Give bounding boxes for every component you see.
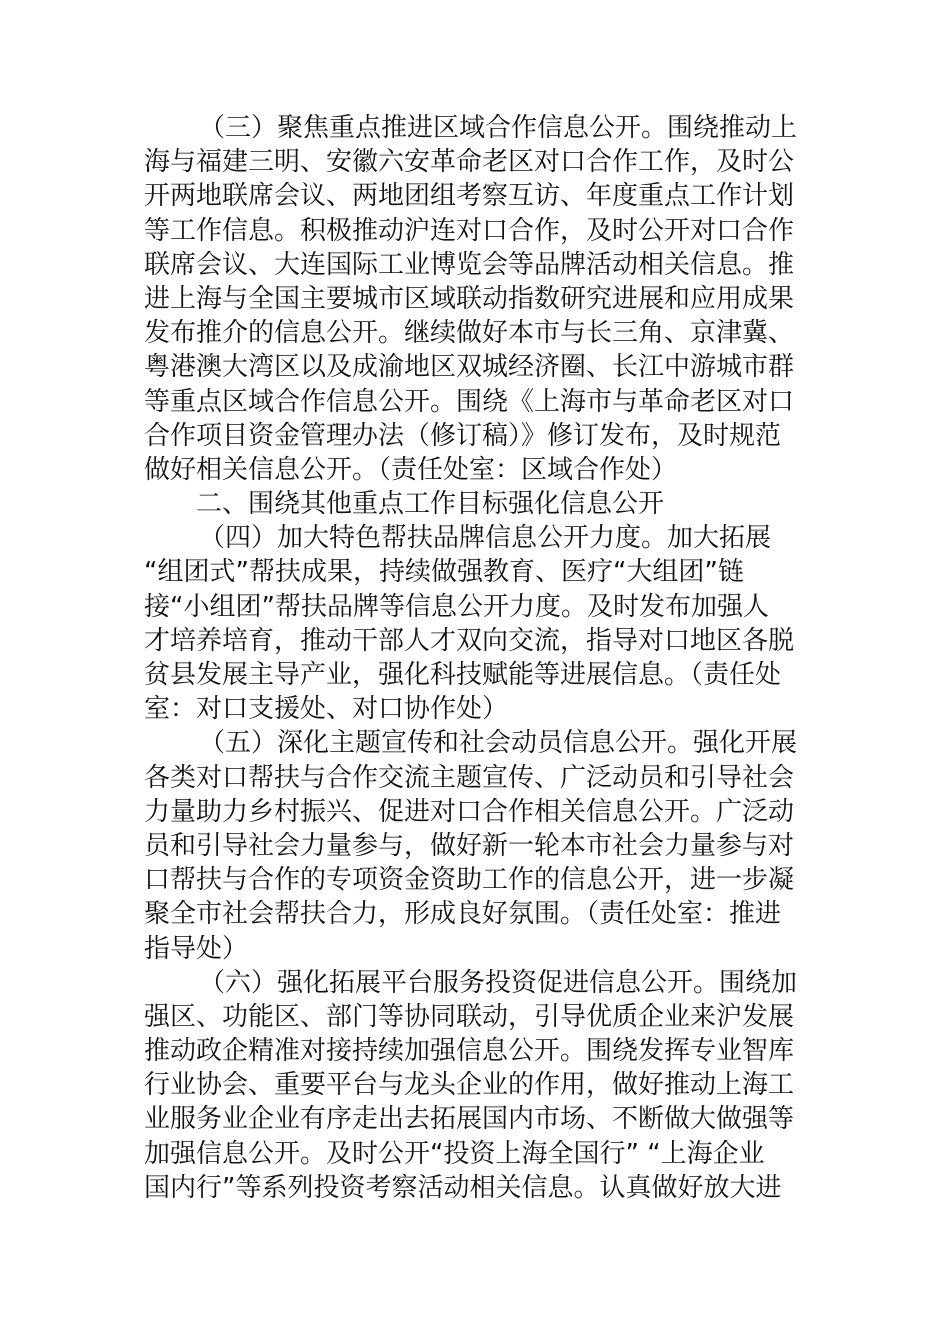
text-line: 力量助力乡村振兴、促进对口合作相关信息公开。广泛动: [144, 796, 795, 827]
text-line: 海与福建三明、安徽六安革命老区对口合作工作，及时公: [144, 147, 795, 178]
text-line: 口帮扶与合作的专项资金资助工作的信息公开，进一步凝: [144, 865, 795, 896]
text-line: 推动政企精准对接持续加强信息公开。围绕发挥专业智库: [144, 1036, 795, 1067]
text-line: 接“小组团”帮扶品牌等信息公开力度。及时发布加强人: [144, 591, 769, 622]
text-line: “组团式”帮扶成果，持续做强教育、医疗“大组团”链: [144, 557, 744, 588]
text-line: 行业协会、重要平台与龙头企业的作用，做好推动上海工: [144, 1070, 795, 1101]
text-line: （五）深化主题宣传和社会动员信息公开。强化开展: [199, 728, 798, 759]
text-line: 联席会议、大连国际工业博览会等品牌活动相关信息。推: [144, 249, 795, 280]
text-line: 业服务业企业有序走出去拓展国内市场、不断做大做强等: [144, 1104, 795, 1135]
text-line: 发布推介的信息公开。继续做好本市与长三角、京津冀、: [144, 318, 795, 349]
section-heading: 二、围绕其他重点工作目标强化信息公开: [196, 489, 665, 520]
text-line: 指导处）: [144, 933, 249, 964]
text-line: 开两地联席会议、两地团组考察互访、年度重点工作计划: [144, 181, 795, 212]
text-line: 强区、功能区、部门等协同联动，引导优质企业来沪发展: [144, 1001, 795, 1032]
text-line: 国内行”等系列投资考察活动相关信息。认真做好放大进: [144, 1172, 782, 1203]
text-line: 才培养培育，推动干部人才双向交流，指导对口地区各脱: [144, 625, 795, 656]
text-line: 等工作信息。积极推动沪连对口合作，及时公开对口合作: [144, 215, 795, 246]
text-line: 等重点区域合作信息公开。围绕《上海市与革命老区对口: [144, 386, 795, 417]
text-line: 进上海与全国主要城市区域联动指数研究进展和应用成果: [144, 283, 795, 314]
text-line: 做好相关信息公开。（责任处室：区域合作处）: [144, 454, 678, 485]
document-body: [144, 111, 809, 1205]
text-line: （六）强化拓展平台服务投资促进信息公开。围绕加: [199, 967, 798, 998]
text-line: 合作项目资金管理办法（修订稿）》修订发布，及时规范: [144, 420, 782, 451]
text-line: 聚全市社会帮扶合力，形成良好氛围。（责任处室：推进: [144, 899, 782, 930]
text-line: （四）加大特色帮扶品牌信息公开力度。加大拓展: [199, 523, 772, 554]
text-line: 室：对口支援处、对口协作处）: [144, 694, 509, 725]
text-line: 各类对口帮扶与合作交流主题宣传、广泛动员和引导社会: [144, 762, 795, 793]
text-line: （三）聚焦重点推进区域合作信息公开。围绕推动上: [199, 113, 798, 143]
text-line: 粤港澳大湾区以及成渝地区双城经济圈、长江中游城市群: [144, 352, 795, 383]
text-line: 加强信息公开。及时公开“投资上海全国行” “上海企业: [144, 1138, 765, 1169]
text-line: 贫县发展主导产业，强化科技赋能等进展信息。（责任处: [144, 660, 782, 690]
text-line: 员和引导社会力量参与，做好新一轮本市社会力量参与对: [144, 830, 795, 861]
